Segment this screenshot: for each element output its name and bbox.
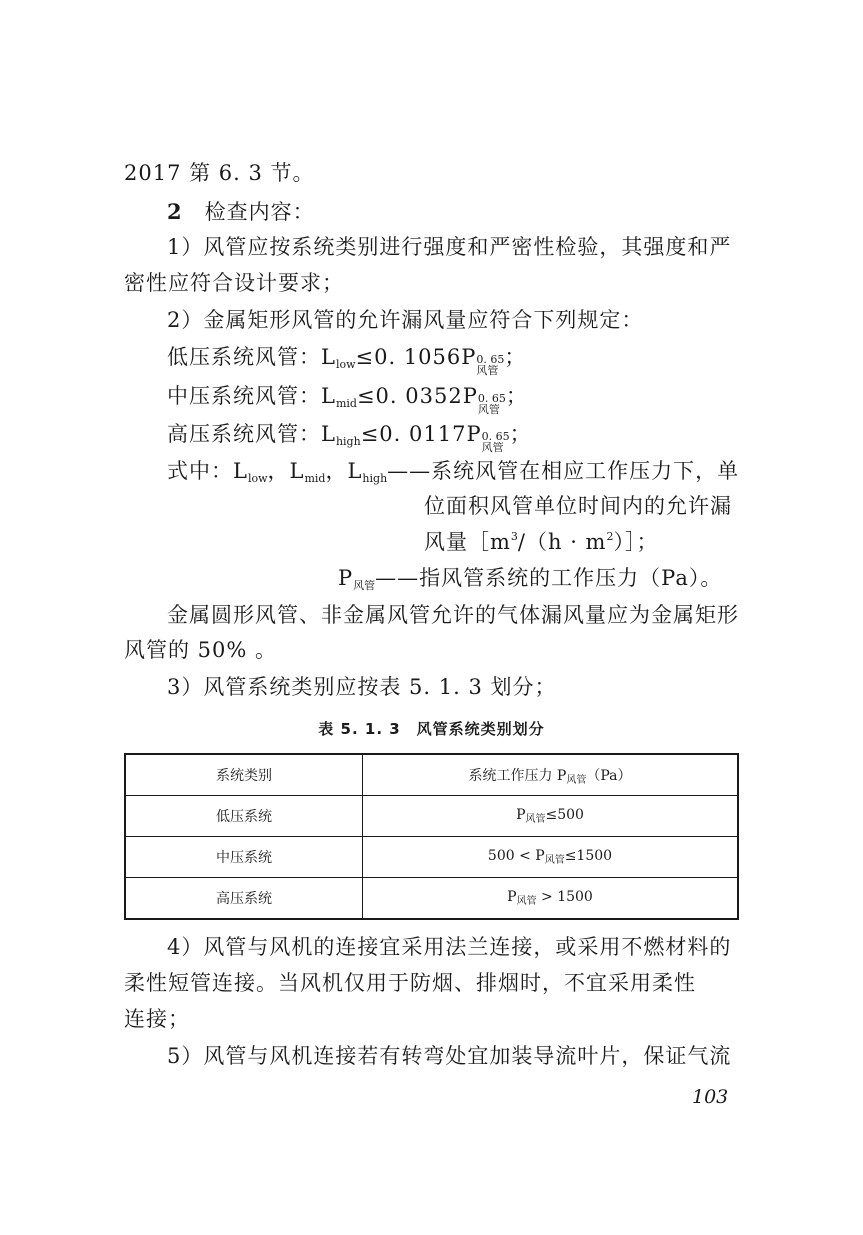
paragraph-line: 3）风管系统类别应按表 5. 1. 3 划分； — [167, 675, 557, 699]
table-caption: 表 5. 1. 3 风管系统类别划分 — [318, 720, 545, 738]
formula-high: 高压系统风管：$L_{high}\le 0$. 0117P 0. 65 风管 ； — [167, 422, 532, 454]
cell-pressure: $P_{风管}\le 500$ — [363, 796, 739, 837]
table-row — [125, 878, 738, 920]
cell-category: 高压系统 — [125, 878, 363, 920]
formula-mid: 中压系统风管：$L_{mid}\le 0$. 0352P 0. 65 风管 ； — [167, 384, 528, 416]
page-number: 103 — [692, 1086, 729, 1108]
paragraph-line: 密性应符合设计要求； — [124, 271, 344, 295]
cell-category: 低压系统 — [125, 796, 363, 837]
where-line-2: 位面积风管单位时间内的允许漏 — [424, 494, 732, 518]
formula-low: 低压系统风管：$L_{low}\le 0$. 1056P 0. 65 风管 ； — [167, 345, 527, 377]
paragraph-line: 2）金属矩形风管的允许漏风量应符合下列规定： — [167, 308, 644, 332]
where-line-1: 式中：$L_{low}$，$L_{mid}$，$L_{high}——$系统风管在相应工作压力下，单 — [167, 459, 740, 485]
paragraph-line: 风管的 50% 。 — [124, 638, 278, 662]
system-category-table — [124, 753, 739, 920]
paragraph-line: 2017 第 6. 3 节。 — [124, 161, 315, 185]
paragraph-line: 4）风管与风机的连接宜采用法兰连接，或采用不燃材料的 — [167, 935, 732, 959]
header-cell-pressure: 系统工作压力 $P_{风管}(Pa)$ — [363, 754, 739, 796]
where-line-4: $P_{风管}——$指风管系统的工作压力（Pa）。 — [338, 566, 723, 592]
table-row — [125, 796, 738, 837]
cell-pressure: $P_{风管} > 1500$ — [363, 878, 739, 920]
paragraph-line: 1）风管应按系统类别进行强度和严密性检验，其强度和严 — [167, 235, 732, 259]
table-header-row — [125, 754, 738, 796]
section-heading: 2 检查内容： — [167, 199, 315, 224]
cell-category: 中压系统 — [125, 837, 363, 878]
section-number: 2 — [167, 199, 183, 224]
table-row — [125, 837, 738, 878]
paragraph-line: 连接； — [124, 1007, 190, 1031]
header-cell-category: 系统类别 — [125, 754, 363, 796]
cell-pressure: $500 < P_{风管}\le 1500$ — [363, 837, 739, 878]
paragraph-line: 5）风管与风机连接若有转弯处宜加装导流叶片，保证气流 — [167, 1044, 732, 1068]
paragraph-line: 柔性短管连接。当风机仅用于防烟、排烟时，不宜采用柔性 — [124, 971, 696, 995]
paragraph-line: 金属圆形风管、非金属风管允许的气体漏风量应为金属矩形 — [167, 603, 739, 627]
where-line-3: 风量$[m^3/(h$ · $m^2)]$； — [424, 530, 659, 554]
